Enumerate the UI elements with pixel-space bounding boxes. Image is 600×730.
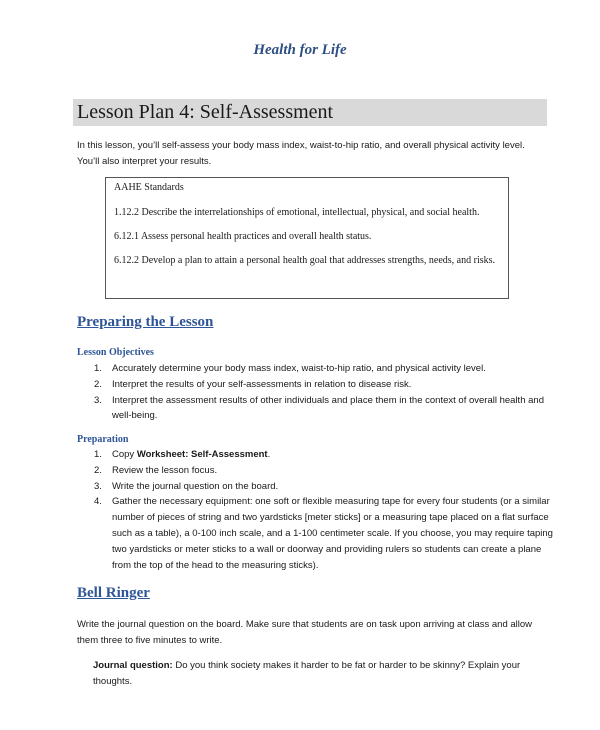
list-number: 3. xyxy=(94,480,102,492)
list-text: Write the journal question on the board. xyxy=(112,480,279,492)
journal-label: Journal question: xyxy=(93,660,173,671)
list-item xyxy=(94,463,554,479)
preparation-list xyxy=(94,447,554,573)
lesson-intro: In this lesson, you’ll self-assess your body mass index, waist-to-hip ratio, and overall physical activity level. You’ll also interpret your results. xyxy=(77,140,525,167)
list-text: Interpret the assessment results of other individuals and place them in the context of overall health and well-being. xyxy=(112,394,544,422)
list-item xyxy=(94,361,554,377)
list-item xyxy=(94,479,554,495)
standard-item: 1.12.2 Describe the interrelationships of emotional, intellectual, physical, and social health. xyxy=(114,207,480,218)
list-text: Copy xyxy=(112,449,137,460)
standards-heading: AAHE Standards xyxy=(114,182,184,193)
list-item xyxy=(94,494,554,573)
list-text: Review the lesson focus. xyxy=(112,464,218,476)
bell-ringer-heading: Bell Ringer xyxy=(77,585,150,601)
journal-text: Do you think society makes it harder to be fat or harder to be skinny? Explain your thoughts. xyxy=(93,660,521,687)
list-item xyxy=(94,447,554,463)
list-item xyxy=(94,377,554,393)
preparing-lesson-heading: Preparing the Lesson xyxy=(77,314,214,330)
list-number: 1. xyxy=(94,363,102,374)
list-text: Accurately determine your body mass index, waist-to-hip ratio, and physical activity level. xyxy=(112,363,486,374)
list-number: 3. xyxy=(94,394,102,406)
list-text-suffix: . xyxy=(267,449,271,460)
objectives-list xyxy=(94,361,554,424)
list-number: 2. xyxy=(94,464,102,476)
lesson-objectives-heading: Lesson Objectives xyxy=(77,347,154,358)
journal-question xyxy=(93,658,548,690)
preparation-heading: Preparation xyxy=(77,434,129,445)
standard-item: 6.12.2 Develop a plan to attain a personal health goal that addresses strengths, needs, and risks. xyxy=(114,255,496,266)
running-header-title: Health for Life xyxy=(253,42,347,58)
standards-box xyxy=(105,177,509,299)
standard-item: 6.12.1 Assess personal health practices and overall health status. xyxy=(114,231,372,242)
list-text: Interpret the results of your self-assessments in relation to disease risk. xyxy=(112,378,412,390)
worksheet-title: Worksheet: Self-Assessment xyxy=(136,449,268,460)
lesson-title: Lesson Plan 4: Self-Assessment xyxy=(77,101,334,123)
bell-ringer-text: Write the journal question on the board. Make sure that students are on task upon arriving at class and allow them three to five minutes to write. xyxy=(77,619,533,646)
list-number: 4. xyxy=(94,496,102,508)
list-number: 2. xyxy=(94,378,102,390)
list-text: Gather the necessary equipment: one soft or flexible measuring tape for every four students (or a similar number of pieces of string and two yardsticks [meter sticks] or a measuring tape placed on a flat surface such as a table), a 0-100 inch scale, and a 1-100 centimeter scale. If you choose, you may require taping two yardsticks or meter sticks to a wall or doorway and providing rulers so students can create a plane from the top of the head to the measuring sticks). xyxy=(112,496,553,571)
list-number: 1. xyxy=(94,449,102,460)
list-item xyxy=(94,393,554,425)
